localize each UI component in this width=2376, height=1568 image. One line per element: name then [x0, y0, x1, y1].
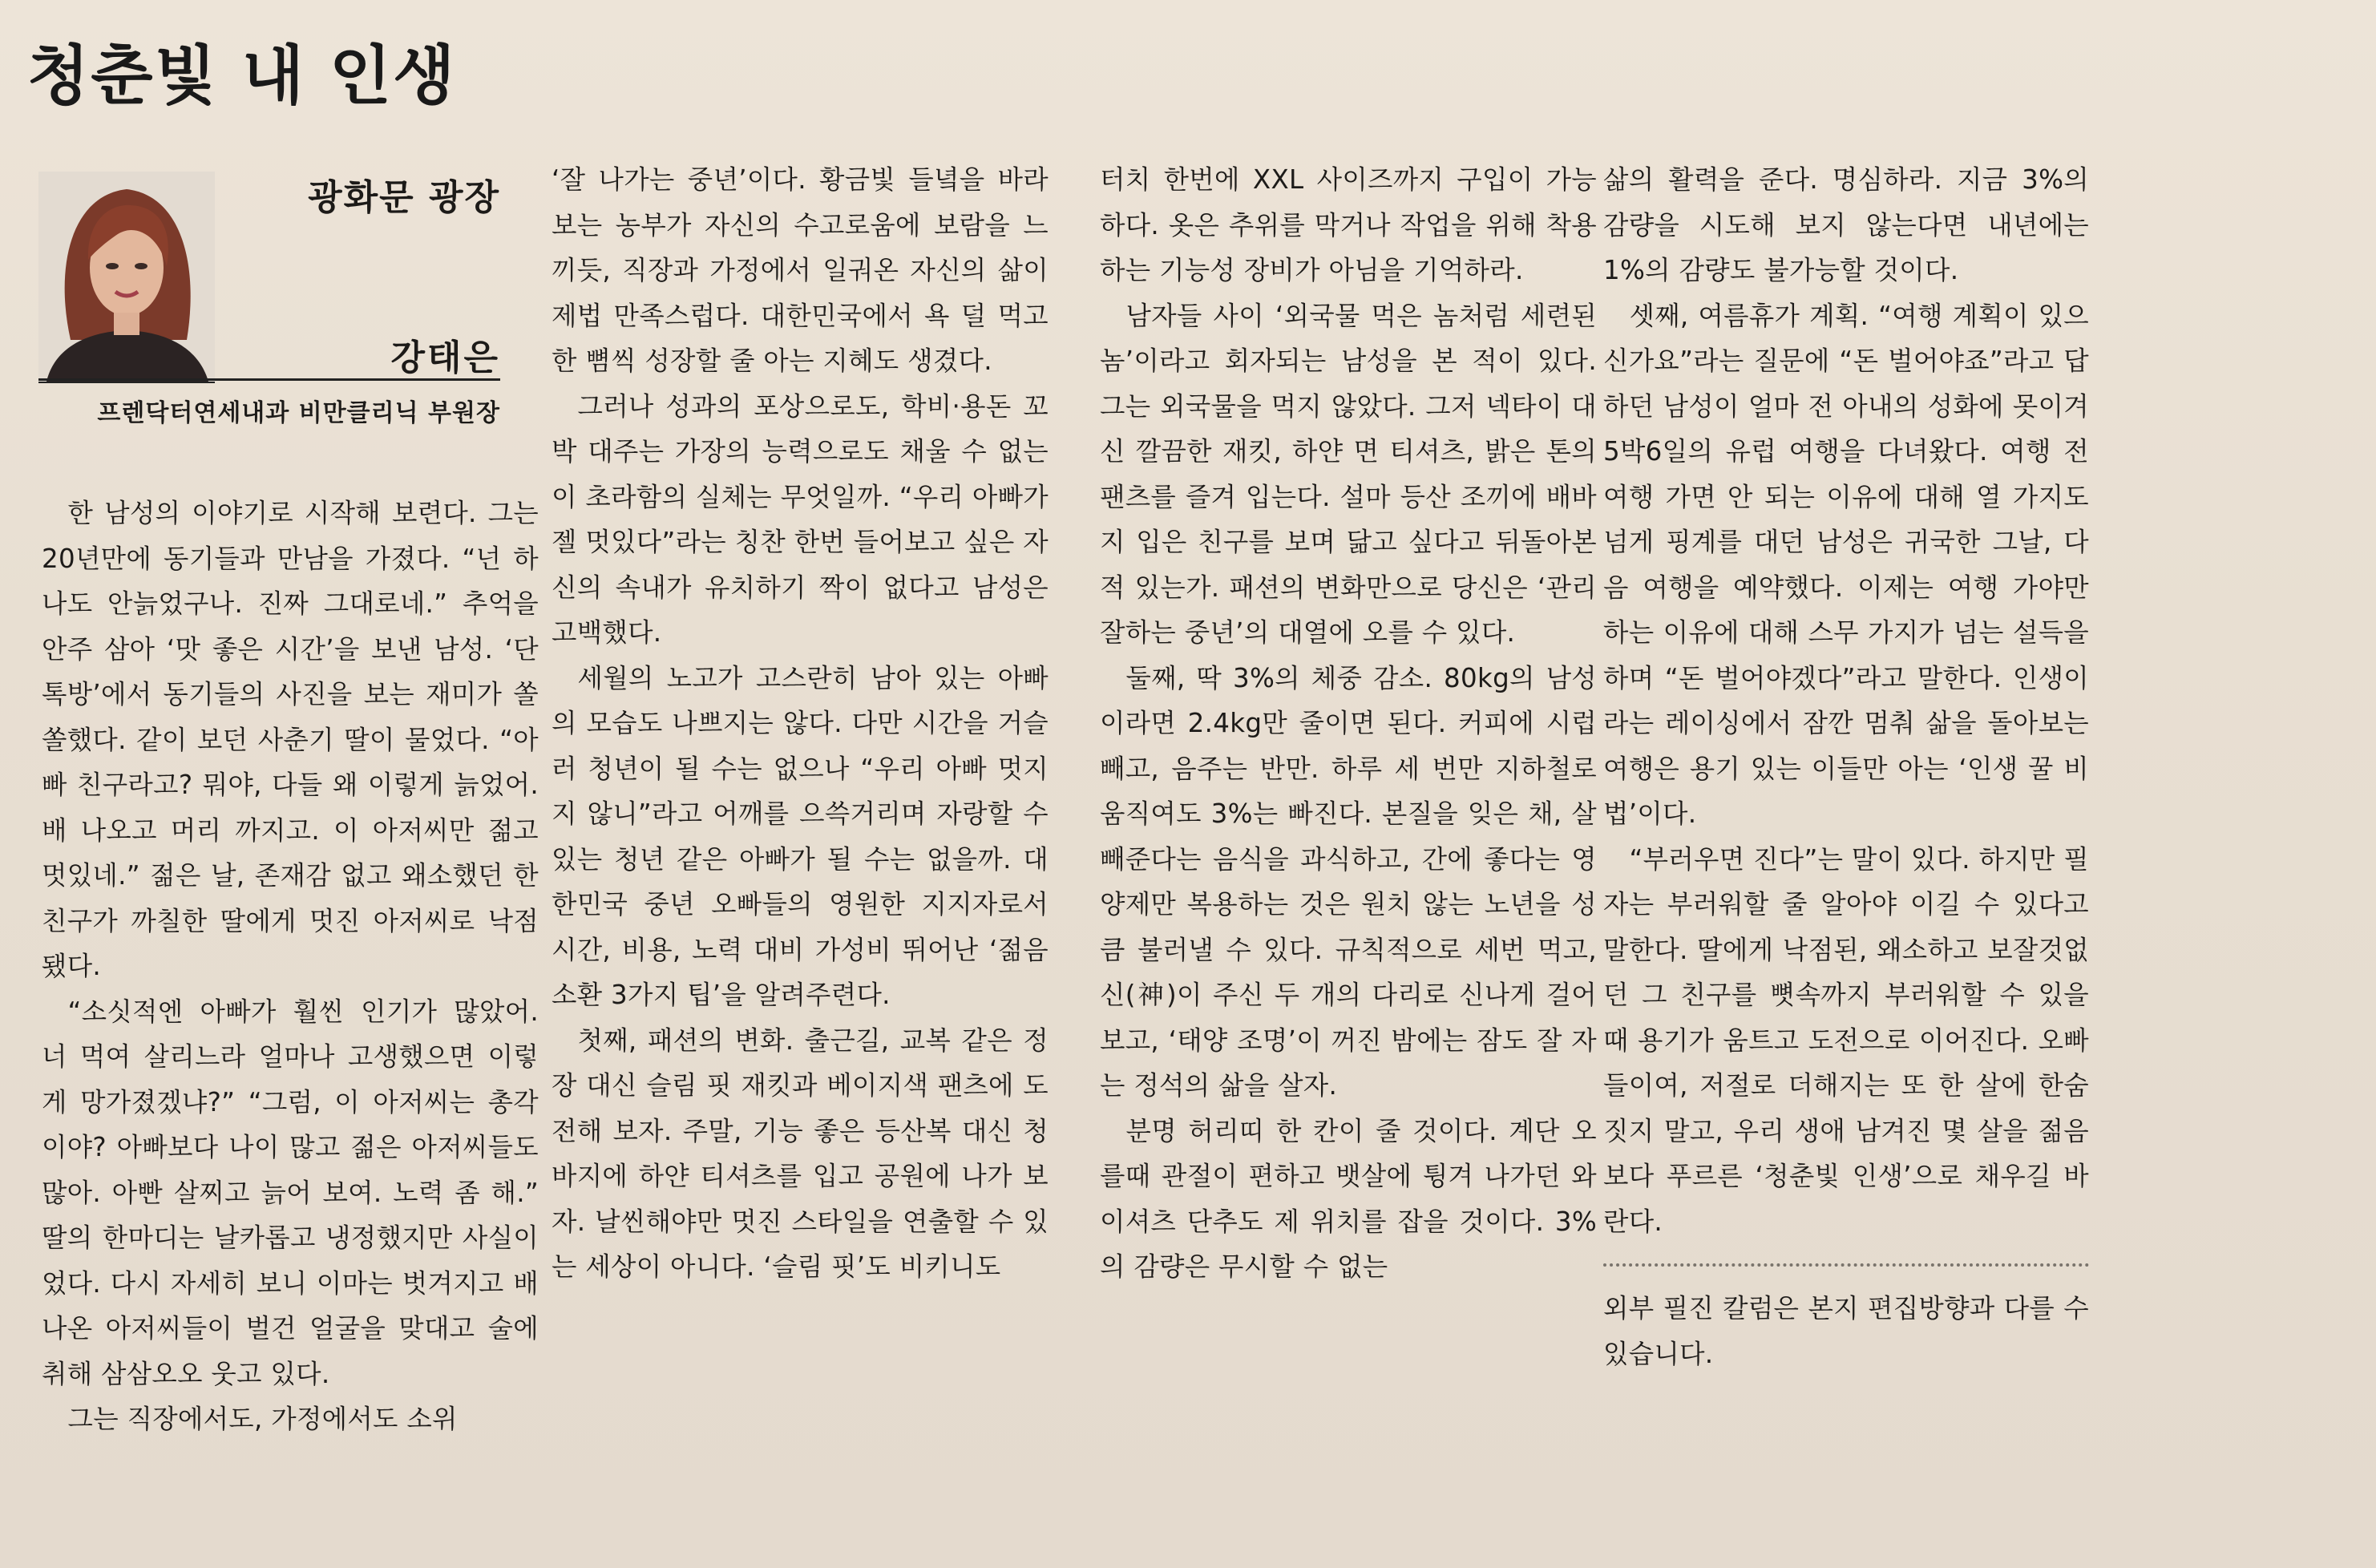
text-column-2: [552, 157, 1049, 1552]
paragraph: ‘잘 나가는 중년’이다. 황금빛 들녘을 바라보는 농부가 자신의 수고로움에 보람을 느끼듯, 직장과 가정에서 일궈온 자신의 삶이 제법 만족스럽다. 대한민국에서 욕 덜 먹고 한 뼘씩 성장할 줄 아는 지혜도 생겼다.: [552, 164, 1049, 376]
paragraph: 남자들 사이 ‘외국물 먹은 놈처럼 세련된 놈’이라고 회자되는 남성을 본 적이 있다. 그는 외국물을 먹지 않았다. 그저 넥타이 대신 깔끔한 재킷, 하얀 면 티셔츠, 밝은 톤의 팬츠를 즐겨 입는다. 설마 등산 조끼에 배바지 입은 친구를 보며 닮고 싶다고 뒤돌아본 적 있는가. 패션의 변화만으로 당신은 ‘관리 잘하는 중년’의 대열에 오를 수 있다.: [1100, 300, 1597, 648]
paragraph: 그러나 성과의 포상으로도, 학비·용돈 꼬박 대주는 가장의 능력으로도 채울 수 없는 이 초라함의 실체는 무엇일까. “우리 아빠가 젤 멋있다”라는 칭찬 한번 들어보고 싶은 자신의 속내가 유치하기 짝이 없다고 남성은 고백했다.: [552, 390, 1049, 648]
author-title: 프렌닥터연세내과 비만클리닉 부원장: [97, 399, 500, 427]
paragraph: 첫째, 패션의 변화. 출근길, 교복 같은 정장 대신 슬림 핏 재킷과 베이지색 팬츠에 도전해 보자. 주말, 기능 좋은 등산복 대신 청바지에 하얀 티셔츠를 입고 공원에 나가 보자. 날씬해야만 멋진 스타일을 연출할 수 있는 세상이 아니다. ‘슬림 핏’도 비키니도: [552, 1024, 1049, 1282]
dotted-divider: [1603, 1263, 2089, 1267]
section-name: 광화문 광장: [308, 177, 500, 218]
paragraph: “소싯적엔 아빠가 훨씬 인기가 많았어. 너 먹여 살리느라 얼마나 고생했으면 이렇게 망가졌겠냐?” “그럼, 이 아저씨는 총각이야? 아빠보다 나이 많고 젊은 아저씨들도 많아. 아빤 살찌고 늙어 보여. 노력 좀 해.” 딸의 한마디는 날카롭고 냉정했지만 사실이었다. 다시 자세히 보니 이마는 벗겨지고 배 나온 아저씨들이 벌건 얼굴을 맞대고 술에 취해 삼삼오오 웃고 있다.: [42, 996, 539, 1389]
author-portrait-image: [38, 172, 215, 382]
author-name: 강태은: [390, 337, 500, 378]
text-column-4: [1603, 157, 2089, 1552]
disclaimer: [1603, 1286, 2089, 1376]
author-underline: [38, 378, 500, 381]
paragraph: 삶의 활력을 준다. 명심하라. 지금 3%의 감량을 시도해 보지 않는다면 내년에는 1%의 감량도 불가능할 것이다.: [1603, 164, 2089, 285]
paragraph: 셋째, 여름휴가 계획. “여행 계획이 있으신가요”라는 질문에 “돈 벌어야죠”라고 답하던 남성이 얼마 전 아내의 성화에 못이겨 5박6일의 유럽 여행을 다녀왔다. 여행 전 여행 가면 안 되는 이유에 대해 열 가지도 넘게 핑계를 대던 남성은 귀국한 그날, 다음 여행을 예약했다. 이제는 여행 가야만 하는 이유에 대해 스무 가지가 넘는 설득을 하며 “돈 벌어야겠다”라고 말한다. 인생이라는 레이싱에서 잠깐 멈춰 삶을 돌아보는 여행은 용기 있는 이들만 아는 ‘인생 꿀 비법’이다.: [1603, 300, 2089, 829]
text-column-3: [1100, 157, 1597, 1552]
paragraph: 분명 허리띠 한 칸이 줄 것이다. 계단 오를때 관절이 편하고 뱃살에 튕겨 나가던 와이셔츠 단추도 제 위치를 잡을 것이다. 3%의 감량은 무시할 수 없는: [1100, 1115, 1597, 1282]
author-photo: [38, 172, 215, 383]
paragraph: 세월의 노고가 고스란히 남아 있는 아빠의 모습도 나쁘지는 않다. 다만 시간을 거슬러 청년이 될 수는 없으나 “우리 아빠 멋지지 않니”라고 어깨를 으쓱거리며 자랑할 수 있는 청년 같은 아빠가 될 수는 없을까. 대한민국 중년 오빠들의 영원한 지지자로서 시간, 비용, 노력 대비 가성비 뛰어난 ‘젊음 소환 3가지 팁’을 알려주련다.: [552, 662, 1049, 1010]
text-column-1: [42, 491, 539, 1549]
paragraph: 한 남성의 이야기로 시작해 보련다. 그는 20년만에 동기들과 만남을 가졌다. “넌 하나도 안늙었구나. 진짜 그대로네.” 추억을 안주 삼아 ‘맛 좋은 시간’을 보낸 남성. ‘단톡방’에서 동기들의 사진을 보는 재미가 쏠쏠했다. 같이 보던 사춘기 딸이 물었다. “아빠 친구라고? 뭐야, 다들 왜 이렇게 늙었어. 배 나오고 머리 까지고. 이 아저씨만 젊고 멋있네.” 젊은 날, 존재감 없고 왜소했던 한 친구가 까칠한 딸에게 멋진 아저씨로 낙점됐다.: [42, 498, 539, 981]
paragraph: “부러우면 진다”는 말이 있다. 하지만 필자는 부러워할 줄 알아야 이길 수 있다고 말한다. 딸에게 낙점된, 왜소하고 보잘것없던 그 친구를 뼛속까지 부러워할 수 있을 때 용기가 움트고 도전으로 이어진다. 오빠들이여, 저절로 더해지는 또 한 살에 한숨짓지 말고, 우리 생애 남겨진 몇 살을 젊음보다 푸르른 ‘청춘빛 인생’으로 채우길 바란다.: [1603, 843, 2089, 1237]
column-masthead: 청춘빛 내 인생: [27, 38, 457, 113]
column-header: [32, 160, 513, 465]
disclaimer-text: 외부 필진 칼럼은 본지 편집방향과 다를 수 있습니다.: [1603, 1293, 2089, 1369]
paragraph: 둘째, 딱 3%의 체중 감소. 80kg의 남성이라면 2.4kg만 줄이면 된다. 커피에 시럽 빼고, 음주는 반만. 하루 세 번만 지하철로 움직여도 3%는 빠진다. 본질을 잊은 채, 살 빼준다는 음식을 과식하고, 간에 좋다는 영양제만 복용하는 것은 원치 않는 노년을 성큼 불러낼 수 있다. 규칙적으로 세번 먹고, 신(神)이 주신 두 개의 다리로 신나게 걸어 보고, ‘태양 조명’이 꺼진 밤에는 잠도 잘 자는 정석의 삶을 살자.: [1100, 662, 1597, 1101]
paragraph: 그는 직장에서도, 가정에서도 소위: [67, 1404, 458, 1434]
paragraph: 터치 한번에 XXL 사이즈까지 구입이 가능하다. 옷은 추위를 막거나 작업을 위해 착용하는 기능성 장비가 아님을 기억하라.: [1100, 164, 1597, 285]
